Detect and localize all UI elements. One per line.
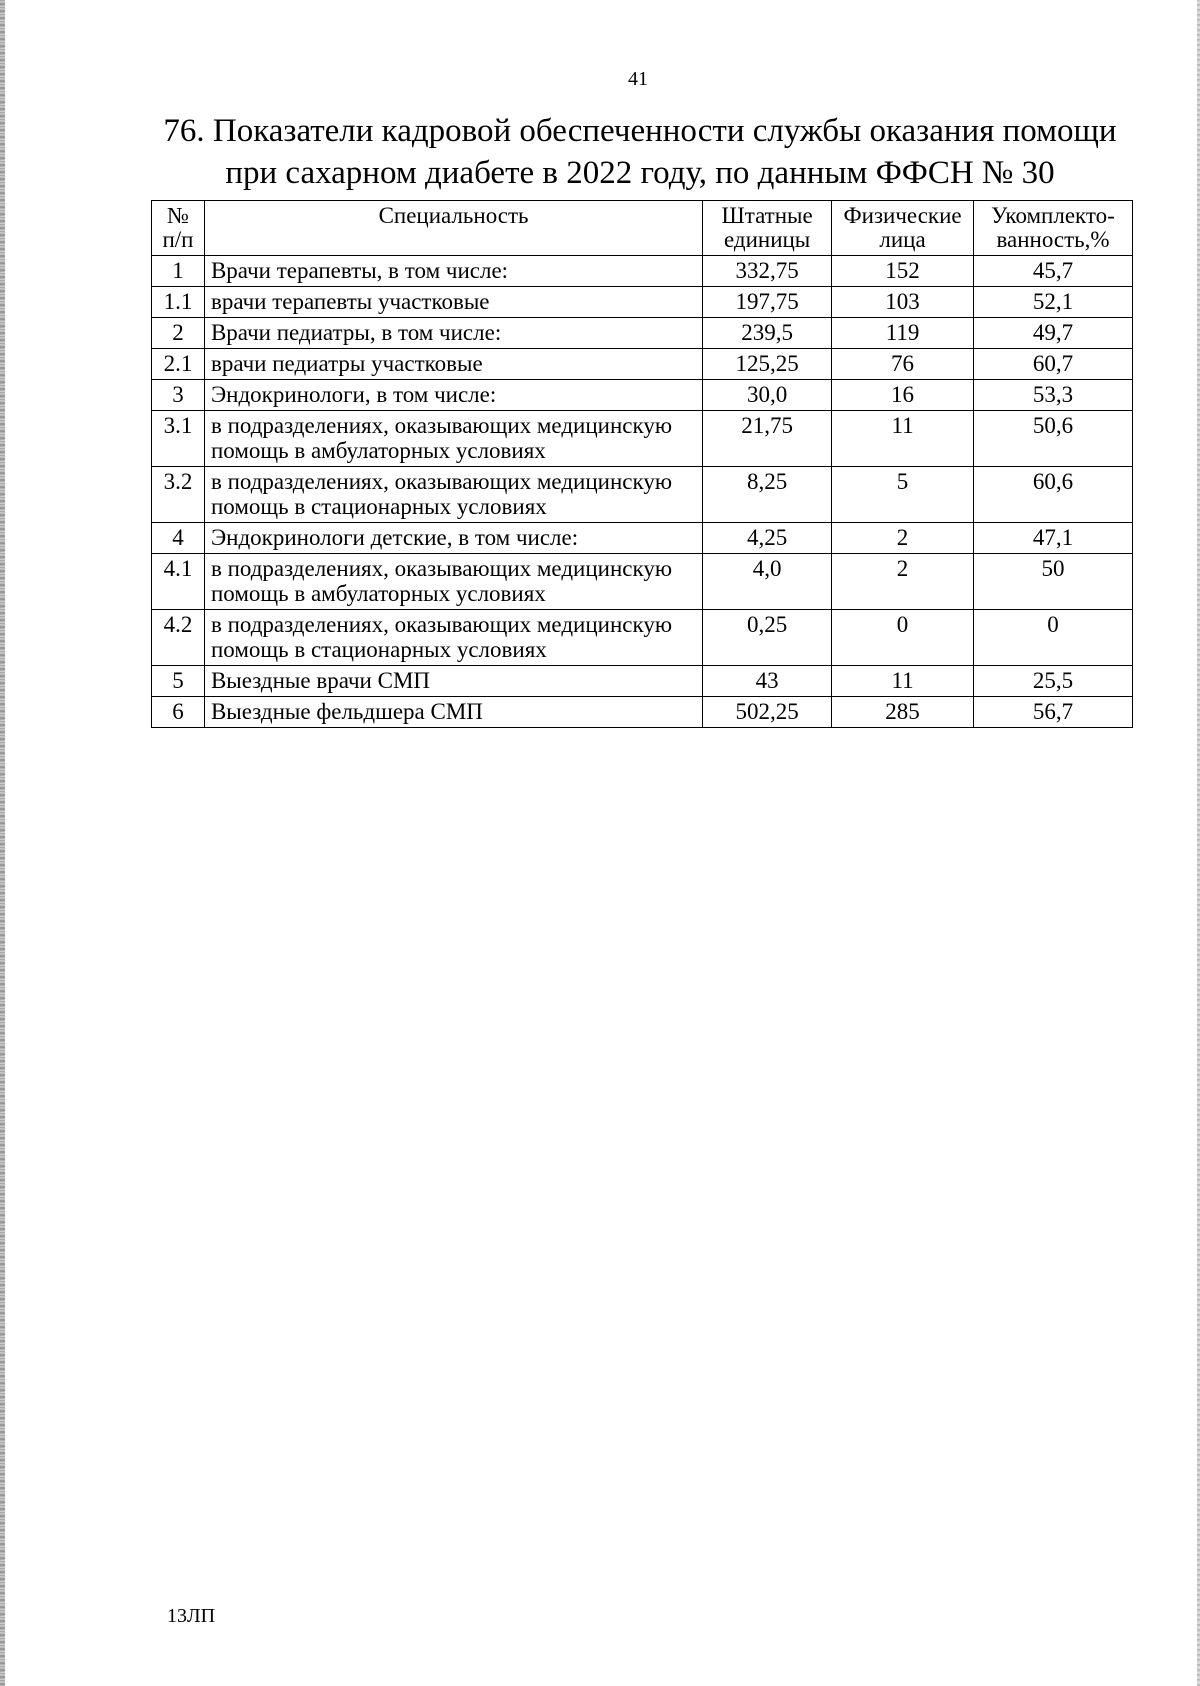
row-staffing-rate: 50,6	[974, 411, 1133, 467]
row-specialty: в подразделениях, оказывающих медицинскую помощь в стационарных условиях	[204, 610, 702, 666]
table-row	[152, 523, 1133, 554]
row-staff-units: 197,75	[703, 287, 832, 318]
row-individuals: 152	[832, 256, 974, 287]
row-individuals: 2	[832, 554, 974, 610]
row-individuals: 76	[832, 349, 974, 380]
header-specialty-label: Специальность	[378, 203, 529, 228]
row-staff-units: 4,25	[703, 523, 832, 554]
row-staffing-rate: 49,7	[974, 318, 1133, 349]
table-row	[152, 666, 1133, 697]
row-staff-units: 0,25	[703, 610, 832, 666]
table-row	[152, 610, 1133, 666]
row-number: 1	[152, 256, 205, 287]
row-number: 2.1	[152, 349, 205, 380]
table-header-row	[152, 201, 1133, 256]
row-staff-units: 8,25	[703, 467, 832, 523]
row-staffing-rate: 52,1	[974, 287, 1133, 318]
row-staffing-rate: 25,5	[974, 666, 1133, 697]
page-number: 41	[628, 68, 648, 90]
row-specialty: Эндокринологи детские, в том числе:	[204, 523, 702, 554]
row-individuals: 11	[832, 411, 974, 467]
row-number: 4.1	[152, 554, 205, 610]
row-number: 2	[152, 318, 205, 349]
row-staff-units: 43	[703, 666, 832, 697]
row-staffing-rate: 45,7	[974, 256, 1133, 287]
row-specialty: в подразделениях, оказывающих медицинскую помощь в амбулаторных условиях	[204, 411, 702, 467]
header-number-line-1: №	[167, 203, 189, 228]
row-number: 6	[152, 697, 205, 728]
table-row	[152, 256, 1133, 287]
row-staffing-rate: 50	[974, 554, 1133, 610]
row-specialty: Выездные врачи СМП	[204, 666, 702, 697]
header-staff-units	[703, 201, 832, 256]
row-staff-units: 239,5	[703, 318, 832, 349]
header-individuals-line-2: лица	[879, 227, 926, 252]
row-individuals: 0	[832, 610, 974, 666]
table-row	[152, 467, 1133, 523]
header-staffing-rate-line-1: Укомплекто-	[991, 203, 1115, 228]
row-specialty: Выездные фельдшера СМП	[204, 697, 702, 728]
row-individuals: 2	[832, 523, 974, 554]
row-staffing-rate: 0	[974, 610, 1133, 666]
row-number: 3.2	[152, 467, 205, 523]
row-number: 4	[152, 523, 205, 554]
header-staffing-rate	[974, 201, 1133, 256]
row-individuals: 16	[832, 380, 974, 411]
row-specialty: Врачи терапевты, в том числе:	[204, 256, 702, 287]
table-row	[152, 554, 1133, 610]
table-row	[152, 318, 1133, 349]
row-individuals: 5	[832, 467, 974, 523]
header-number	[152, 201, 205, 256]
header-individuals-line-1: Физические	[843, 203, 962, 228]
row-staff-units: 4,0	[703, 554, 832, 610]
row-specialty: врачи педиатры участковые	[204, 349, 702, 380]
staffing-table	[151, 200, 1133, 728]
title-line-1: 76. Показатели кадровой обеспеченности службы оказания помощи	[163, 113, 1117, 149]
table-row	[152, 287, 1133, 318]
header-staff-units-line-2: единицы	[723, 227, 811, 252]
header-specialty	[204, 201, 702, 256]
row-individuals: 11	[832, 666, 974, 697]
row-specialty: в подразделениях, оказывающих медицинскую помощь в амбулаторных условиях	[204, 554, 702, 610]
table-row	[152, 697, 1133, 728]
row-individuals: 119	[832, 318, 974, 349]
row-staff-units: 125,25	[703, 349, 832, 380]
document-title	[150, 110, 1130, 194]
row-staffing-rate: 47,1	[974, 523, 1133, 554]
row-specialty: Врачи педиатры, в том числе:	[204, 318, 702, 349]
row-specialty: Эндокринологи, в том числе:	[204, 380, 702, 411]
row-number: 5	[152, 666, 205, 697]
header-individuals	[832, 201, 974, 256]
row-staffing-rate: 60,7	[974, 349, 1133, 380]
row-staffing-rate: 53,3	[974, 380, 1133, 411]
row-specialty: в подразделениях, оказывающих медицинскую помощь в стационарных условиях	[204, 467, 702, 523]
header-staffing-rate-line-2: ванность,%	[996, 227, 1110, 252]
row-staff-units: 502,25	[703, 697, 832, 728]
header-staff-units-line-1: Штатные	[721, 203, 813, 228]
row-number: 3.1	[152, 411, 205, 467]
header-number-line-2: п/п	[162, 227, 194, 252]
row-staffing-rate: 56,7	[974, 697, 1133, 728]
row-individuals: 103	[832, 287, 974, 318]
row-number: 4.2	[152, 610, 205, 666]
row-number: 1.1	[152, 287, 205, 318]
title-line-2: при сахарном диабете в 2022 году, по данным ФФСН № 30	[225, 155, 1055, 191]
row-staffing-rate: 60,6	[974, 467, 1133, 523]
row-individuals: 285	[832, 697, 974, 728]
table-row	[152, 411, 1133, 467]
row-staff-units: 21,75	[703, 411, 832, 467]
footer-code: 13ЛП	[167, 1605, 216, 1627]
row-number: 3	[152, 380, 205, 411]
row-staff-units: 30,0	[703, 380, 832, 411]
scan-edge-left	[0, 0, 5, 1686]
table-row	[152, 349, 1133, 380]
row-specialty: врачи терапевты участковые	[204, 287, 702, 318]
table-row	[152, 380, 1133, 411]
row-staff-units: 332,75	[703, 256, 832, 287]
